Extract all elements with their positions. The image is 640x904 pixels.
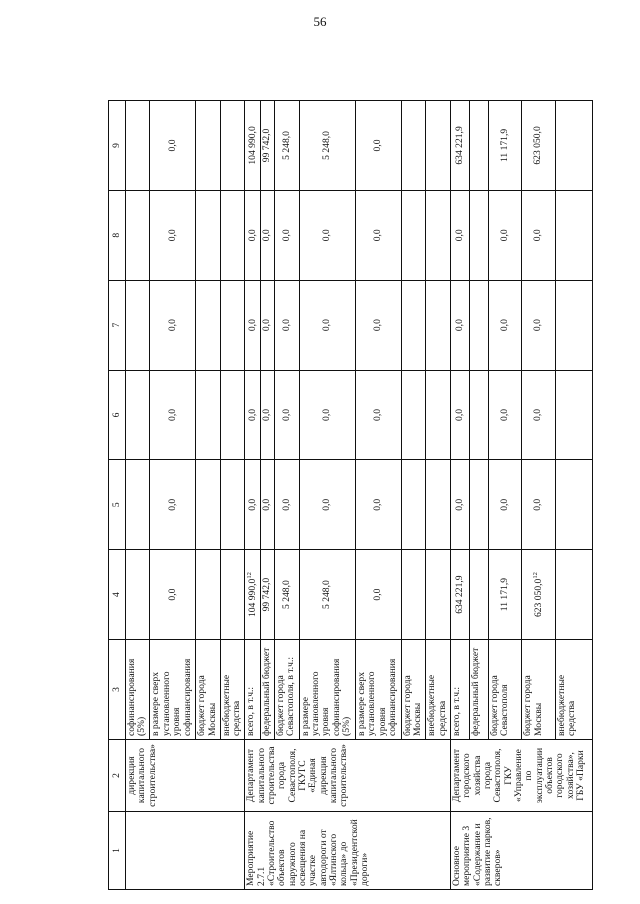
header-cell: 1 (109, 812, 126, 890)
header-cell: 8 (109, 190, 126, 280)
header-cell: 6 (109, 370, 126, 460)
table-row (245, 101, 261, 890)
table-row (450, 101, 469, 890)
funding-source-cell: бюджет города Москвы (522, 640, 556, 740)
amount-value: 11 171,9 (498, 577, 510, 612)
funding-source-cell: внебюджетные средства (220, 640, 244, 740)
amount-value: 99 742,0 (261, 128, 273, 163)
amount-cell (220, 550, 244, 640)
activity-cell: Мероприятие 2.7.1 «Строительство объектов наружного освещения на участке автодороги от «Ялтинского кольца» до «Президентской дороги» (245, 812, 451, 890)
amount-value: 0,0 (372, 588, 384, 601)
amount-cell (275, 370, 299, 460)
amount-cell (150, 460, 196, 550)
amount-value: 0,0 (166, 408, 178, 421)
amount-cell (356, 190, 402, 280)
amount-cell (555, 280, 592, 370)
funding-source-cell: федеральный бюджет (469, 640, 488, 740)
amount-cell (150, 190, 196, 280)
amount-cell (426, 550, 450, 640)
amount-cell (450, 550, 469, 640)
amount-cell (450, 280, 469, 370)
amount-value: 0,0 (166, 498, 178, 511)
amount-cell (426, 460, 450, 550)
amount-value: 0,0 (261, 319, 273, 332)
funding-source-cell: в размере сверх установленного уровня софинансирования (356, 640, 402, 740)
amount-value: 0,0 (453, 229, 465, 242)
amount-cell (555, 550, 592, 640)
header-cell: 2 (109, 740, 126, 812)
amount-cell (469, 550, 488, 640)
amount-value: 0,0 (321, 498, 333, 511)
amount-cell (401, 370, 425, 460)
amount-cell (261, 370, 275, 460)
amount-value: 0,0 (246, 319, 258, 332)
header-cell: 3 (109, 640, 126, 740)
amount-cell (245, 550, 261, 640)
amount-value: 0,0 (532, 229, 544, 242)
amount-value: 0,0 (246, 498, 258, 511)
amount-cell (196, 460, 220, 550)
amount-cell (522, 460, 556, 550)
amount-value: 5 248,0 (321, 580, 333, 609)
amount-value: 0,0 (498, 498, 510, 511)
amount-cell (299, 550, 356, 640)
amount-cell (488, 190, 522, 280)
funding-source-cell: внебюджетные средства (555, 640, 592, 740)
amount-value: 104 990,0 (246, 126, 258, 165)
amount-cell (522, 280, 556, 370)
amount-value: 0,0 (166, 319, 178, 332)
amount-value: 0,0 (166, 139, 178, 152)
amount-value: 0,0 (321, 319, 333, 332)
amount-cell (126, 280, 150, 370)
amount-value: 0,0 (532, 498, 544, 511)
funding-source-cell: федеральный бюджет (261, 640, 275, 740)
amount-cell (356, 550, 402, 640)
amount-value: 0,0 (372, 319, 384, 332)
funding-source-cell: в размере сверх установленного уровня софинансирования (150, 640, 196, 740)
amount-cell (299, 190, 356, 280)
amount-cell (261, 190, 275, 280)
header-cell: 9 (109, 101, 126, 191)
amount-cell (426, 190, 450, 280)
amount-cell (401, 101, 425, 191)
amount-cell (261, 101, 275, 191)
header-cell: 4 (109, 550, 126, 640)
amount-cell (261, 280, 275, 370)
amount-cell (150, 550, 196, 640)
amount-cell (245, 370, 261, 460)
executor-cell: дирекция капитального строительства» (126, 740, 245, 812)
amount-cell (469, 370, 488, 460)
amount-value: 0,0 (166, 229, 178, 242)
amount-value: 104 990,0 (247, 578, 259, 618)
amount-value: 0,0 (372, 408, 384, 421)
amount-value: 0,0 (453, 498, 465, 511)
header-cell: 5 (109, 460, 126, 550)
amount-cell (522, 190, 556, 280)
funding-source-cell: бюджет города Севастополя (488, 640, 522, 740)
amount-cell (488, 280, 522, 370)
amount-value: 623 050,0 (532, 126, 544, 165)
budget-table (108, 100, 593, 890)
amount-cell (522, 550, 556, 640)
amount-cell (401, 550, 425, 640)
amount-cell (261, 460, 275, 550)
amount-cell (275, 460, 299, 550)
amount-cell (488, 550, 522, 640)
amount-cell (401, 460, 425, 550)
amount-cell (488, 460, 522, 550)
amount-cell (356, 280, 402, 370)
amount-cell (150, 280, 196, 370)
amount-value: 0,0 (166, 588, 178, 601)
amount-value: 0,0 (246, 408, 258, 421)
amount-value: 0,0 (321, 408, 333, 421)
amount-cell (245, 280, 261, 370)
amount-cell (426, 280, 450, 370)
amount-cell (245, 460, 261, 550)
amount-value: 0,0 (372, 498, 384, 511)
amount-cell (401, 190, 425, 280)
funding-source-cell: софинансирования (5%) (126, 640, 150, 740)
amount-cell (356, 370, 402, 460)
amount-cell (196, 101, 220, 191)
amount-value: 0,0 (498, 229, 510, 242)
amount-cell (555, 460, 592, 550)
amount-cell (450, 190, 469, 280)
funding-source-cell: бюджет города Севастополя, в т.ч.: (275, 640, 299, 740)
amount-cell (126, 101, 150, 191)
amount-value: 99 742,0 (261, 577, 273, 612)
amount-cell (150, 101, 196, 191)
amount-cell (469, 460, 488, 550)
amount-value: 634 221,9 (453, 126, 465, 165)
amount-value: 0,0 (453, 408, 465, 421)
table-row (126, 101, 150, 890)
funding-source-cell: бюджет города Москвы (401, 640, 425, 740)
amount-value: 0,0 (246, 229, 258, 242)
amount-cell (356, 460, 402, 550)
footnote-marker: 12 (532, 572, 540, 579)
amount-value: 0,0 (321, 229, 333, 242)
amount-value: 0,0 (280, 408, 292, 421)
amount-cell (450, 101, 469, 191)
funding-source-cell: всего, в т.ч.: (450, 640, 469, 740)
amount-cell (488, 101, 522, 191)
amount-value: 5 248,0 (280, 131, 292, 160)
amount-cell (426, 101, 450, 191)
amount-value: 5 248,0 (321, 131, 333, 160)
footnote-marker: 12 (246, 572, 254, 579)
amount-cell (220, 370, 244, 460)
amount-value: 0,0 (498, 319, 510, 332)
amount-cell (469, 280, 488, 370)
amount-cell (450, 460, 469, 550)
amount-cell (196, 280, 220, 370)
amount-cell (401, 280, 425, 370)
amount-cell (299, 101, 356, 191)
amount-value: 0,0 (532, 408, 544, 421)
amount-cell (126, 370, 150, 460)
header-row (109, 101, 126, 890)
amount-cell (126, 460, 150, 550)
amount-value: 0,0 (261, 498, 273, 511)
amount-value: 5 248,0 (280, 580, 292, 609)
amount-cell (275, 550, 299, 640)
amount-value: 0,0 (280, 498, 292, 511)
amount-value: 0,0 (372, 229, 384, 242)
amount-value: 0,0 (280, 229, 292, 242)
amount-cell (450, 370, 469, 460)
funding-source-cell: бюджет города Москвы (196, 640, 220, 740)
amount-value: 634 221,9 (453, 575, 465, 614)
amount-value: 0,0 (498, 408, 510, 421)
funding-source-cell: в размере установленного уровня софинансирования (5%) (299, 640, 356, 740)
amount-cell (126, 550, 150, 640)
amount-cell (196, 370, 220, 460)
executor-cell: Департамент капитального строительства города Севастополя, ГКУГС «Единая дирекция капитального строительства» (245, 740, 451, 812)
amount-cell (469, 190, 488, 280)
amount-value: 623 050,0 (533, 578, 545, 618)
amount-cell (126, 190, 150, 280)
amount-cell (555, 101, 592, 191)
amount-cell (220, 101, 244, 191)
funding-source-cell: всего, в т.ч.: (245, 640, 261, 740)
header-cell: 7 (109, 280, 126, 370)
amount-cell (245, 190, 261, 280)
amount-cell (299, 370, 356, 460)
amount-value: 0,0 (532, 319, 544, 332)
amount-cell (522, 370, 556, 460)
amount-cell (196, 190, 220, 280)
amount-value: 0,0 (453, 319, 465, 332)
amount-value: 11 171,9 (498, 128, 510, 163)
amount-cell (150, 370, 196, 460)
amount-cell (555, 370, 592, 460)
amount-value: 0,0 (261, 408, 273, 421)
amount-cell (469, 101, 488, 191)
funding-source-cell: внебюджетные средства (426, 640, 450, 740)
amount-cell (245, 101, 261, 191)
amount-value: 0,0 (261, 229, 273, 242)
amount-value: 0,0 (280, 319, 292, 332)
amount-cell (275, 280, 299, 370)
amount-value: 0,0 (372, 139, 384, 152)
activity-cell: Основное мероприятие 3 «Содержание и развитие парков, скверов» (450, 812, 592, 890)
amount-cell (220, 280, 244, 370)
amount-cell (220, 190, 244, 280)
executor-cell: Департамент городского хозяйства города Севастополя, ГКУ «Управление по эксплуатации объектов городского хозяйства», ГБУ «Парки (450, 740, 592, 812)
amount-cell (220, 460, 244, 550)
amount-cell (356, 101, 402, 191)
budget-table-rotated (108, 100, 593, 890)
amount-cell (261, 550, 275, 640)
amount-cell (299, 280, 356, 370)
amount-cell (275, 190, 299, 280)
amount-cell (522, 101, 556, 191)
amount-cell (426, 370, 450, 460)
amount-cell (555, 190, 592, 280)
amount-cell (299, 460, 356, 550)
amount-cell (196, 550, 220, 640)
amount-cell (488, 370, 522, 460)
page-number: 56 (313, 14, 327, 29)
activity-cell (126, 812, 245, 890)
amount-cell (275, 101, 299, 191)
